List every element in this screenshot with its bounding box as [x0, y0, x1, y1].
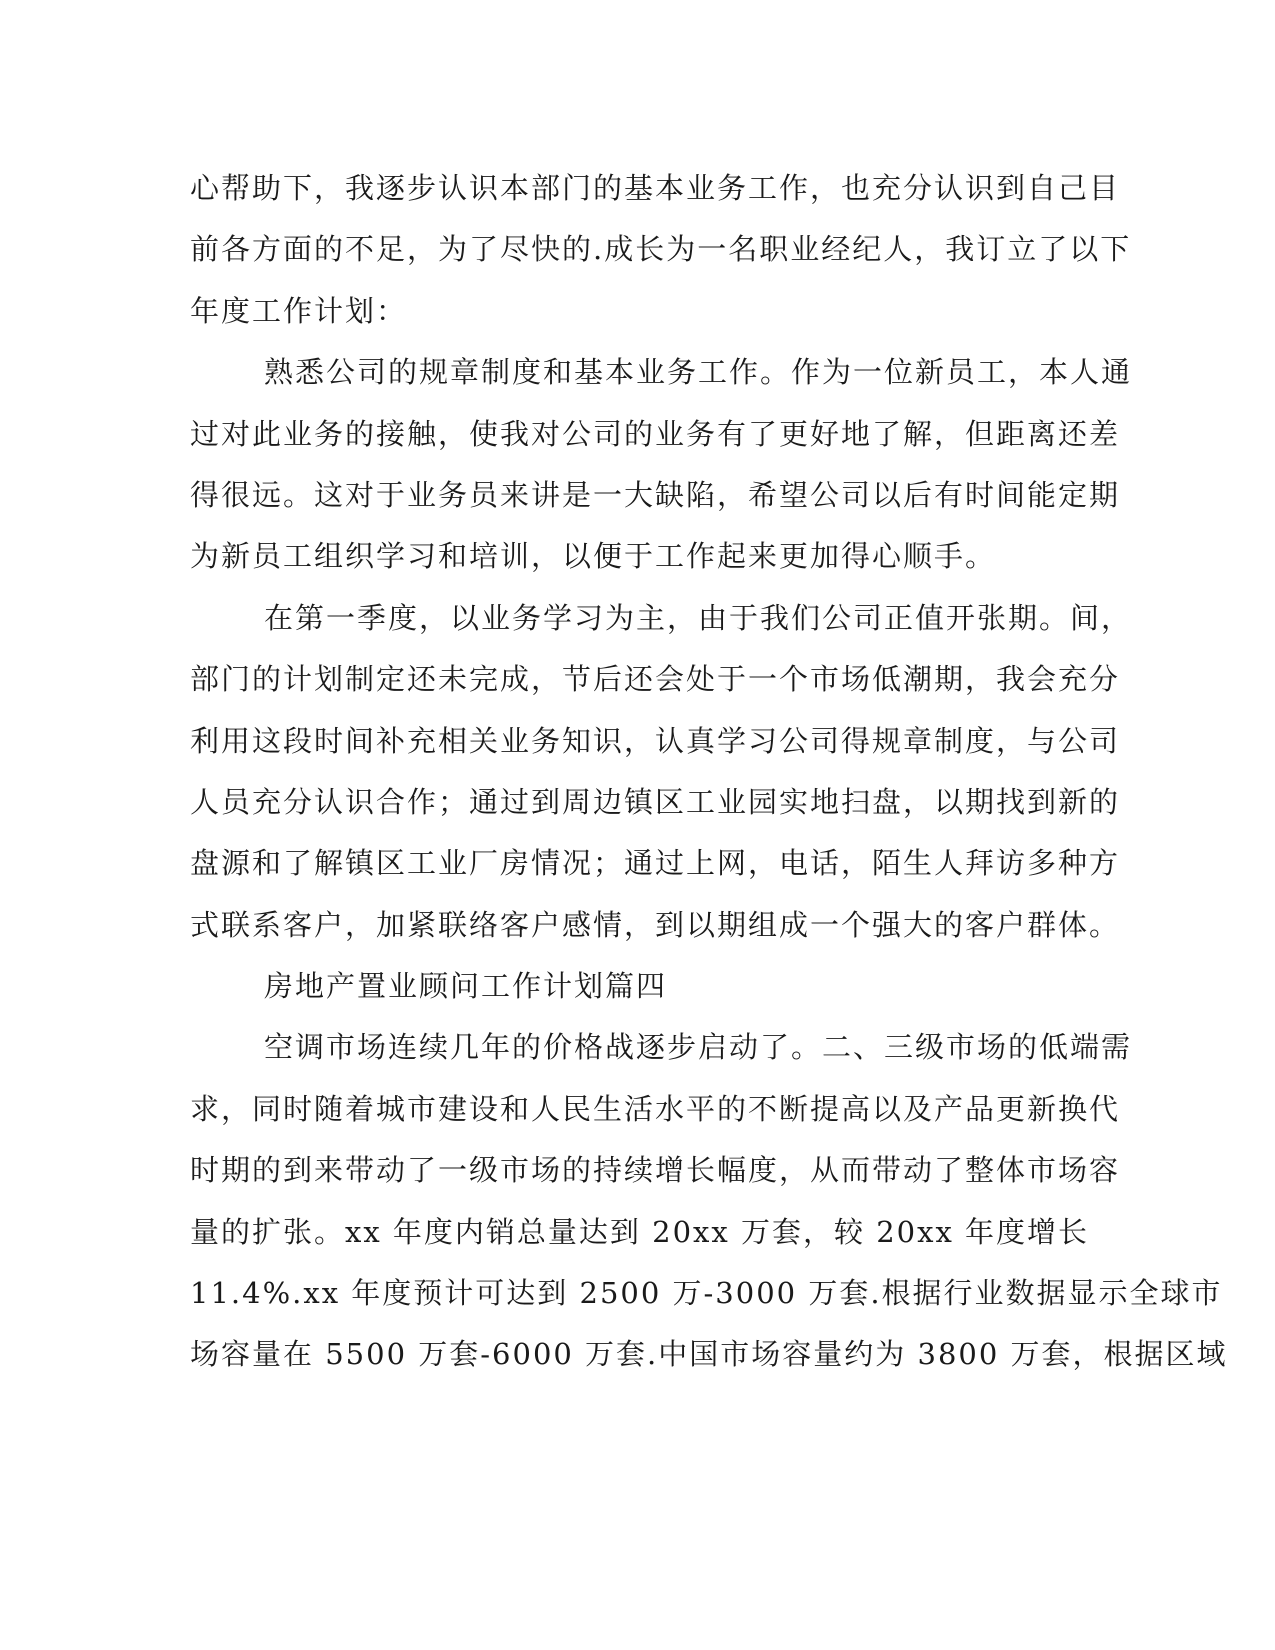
body-text	[190, 158, 1228, 1386]
text-line-3: 年度工作计划：	[190, 293, 408, 328]
paragraph-start-line-4: 熟悉公司的规章制度和基本业务工作。作为一位新员工，本人通	[264, 355, 1133, 390]
text-line-13: 式联系客户，加紧联络客户感情，到以期组成一个强大的客户群体。	[190, 907, 1121, 942]
text-line-19: 11.4%.xx 年度预计可达到 2500 万-3000 万套.根据行业数据显示全球市	[190, 1276, 1223, 1311]
text-line-9: 部门的计划制定还未完成，节后还会处于一个市场低潮期，我会充分	[190, 662, 1121, 697]
text-line-16: 求，同时随着城市建设和人民生活水平的不断提高以及产品更新换代	[190, 1091, 1121, 1126]
paragraph-start-line-15: 空调市场连续几年的价格战逐步启动了。二、三级市场的低端需	[264, 1030, 1133, 1065]
text-line-12: 盘源和了解镇区工业厂房情况；通过上网，电话，陌生人拜访多种方	[190, 846, 1121, 881]
text-line-18: 量的扩张。xx 年度内销总量达到 20xx 万套，较 20xx 年度增长	[190, 1214, 1090, 1249]
text-line-11: 人员充分认识合作；通过到周边镇区工业园实地扫盘，以期找到新的	[190, 784, 1121, 819]
text-line-2: 前各方面的不足，为了尽快的.成长为一名职业经纪人，我订立了以下	[190, 232, 1132, 267]
text-line-7: 为新员工组织学习和培训，以便于工作起来更加得心顺手。	[190, 539, 997, 574]
text-line-20: 场容量在 5500 万套-6000 万套.中国市场容量约为 3800 万套，根据区域	[190, 1337, 1228, 1372]
text-line-6: 得很远。这对于业务员来讲是一大缺陷，希望公司以后有时间能定期	[190, 477, 1121, 512]
section-heading: 房地产置业顾问工作计划篇四	[264, 969, 668, 1004]
text-line-10: 利用这段时间补充相关业务知识，认真学习公司得规章制度，与公司	[190, 723, 1121, 758]
paragraph-start-line-8: 在第一季度，以业务学习为主，由于我们公司正值开张期。间，	[264, 600, 1133, 635]
text-line-5: 过对此业务的接触，使我对公司的业务有了更好地了解，但距离还差	[190, 416, 1121, 451]
text-line-1: 心帮助下，我逐步认识本部门的基本业务工作，也充分认识到自己目	[190, 171, 1121, 205]
text-line-17: 时期的到来带动了一级市场的持续增长幅度，从而带动了整体市场容	[190, 1153, 1121, 1188]
